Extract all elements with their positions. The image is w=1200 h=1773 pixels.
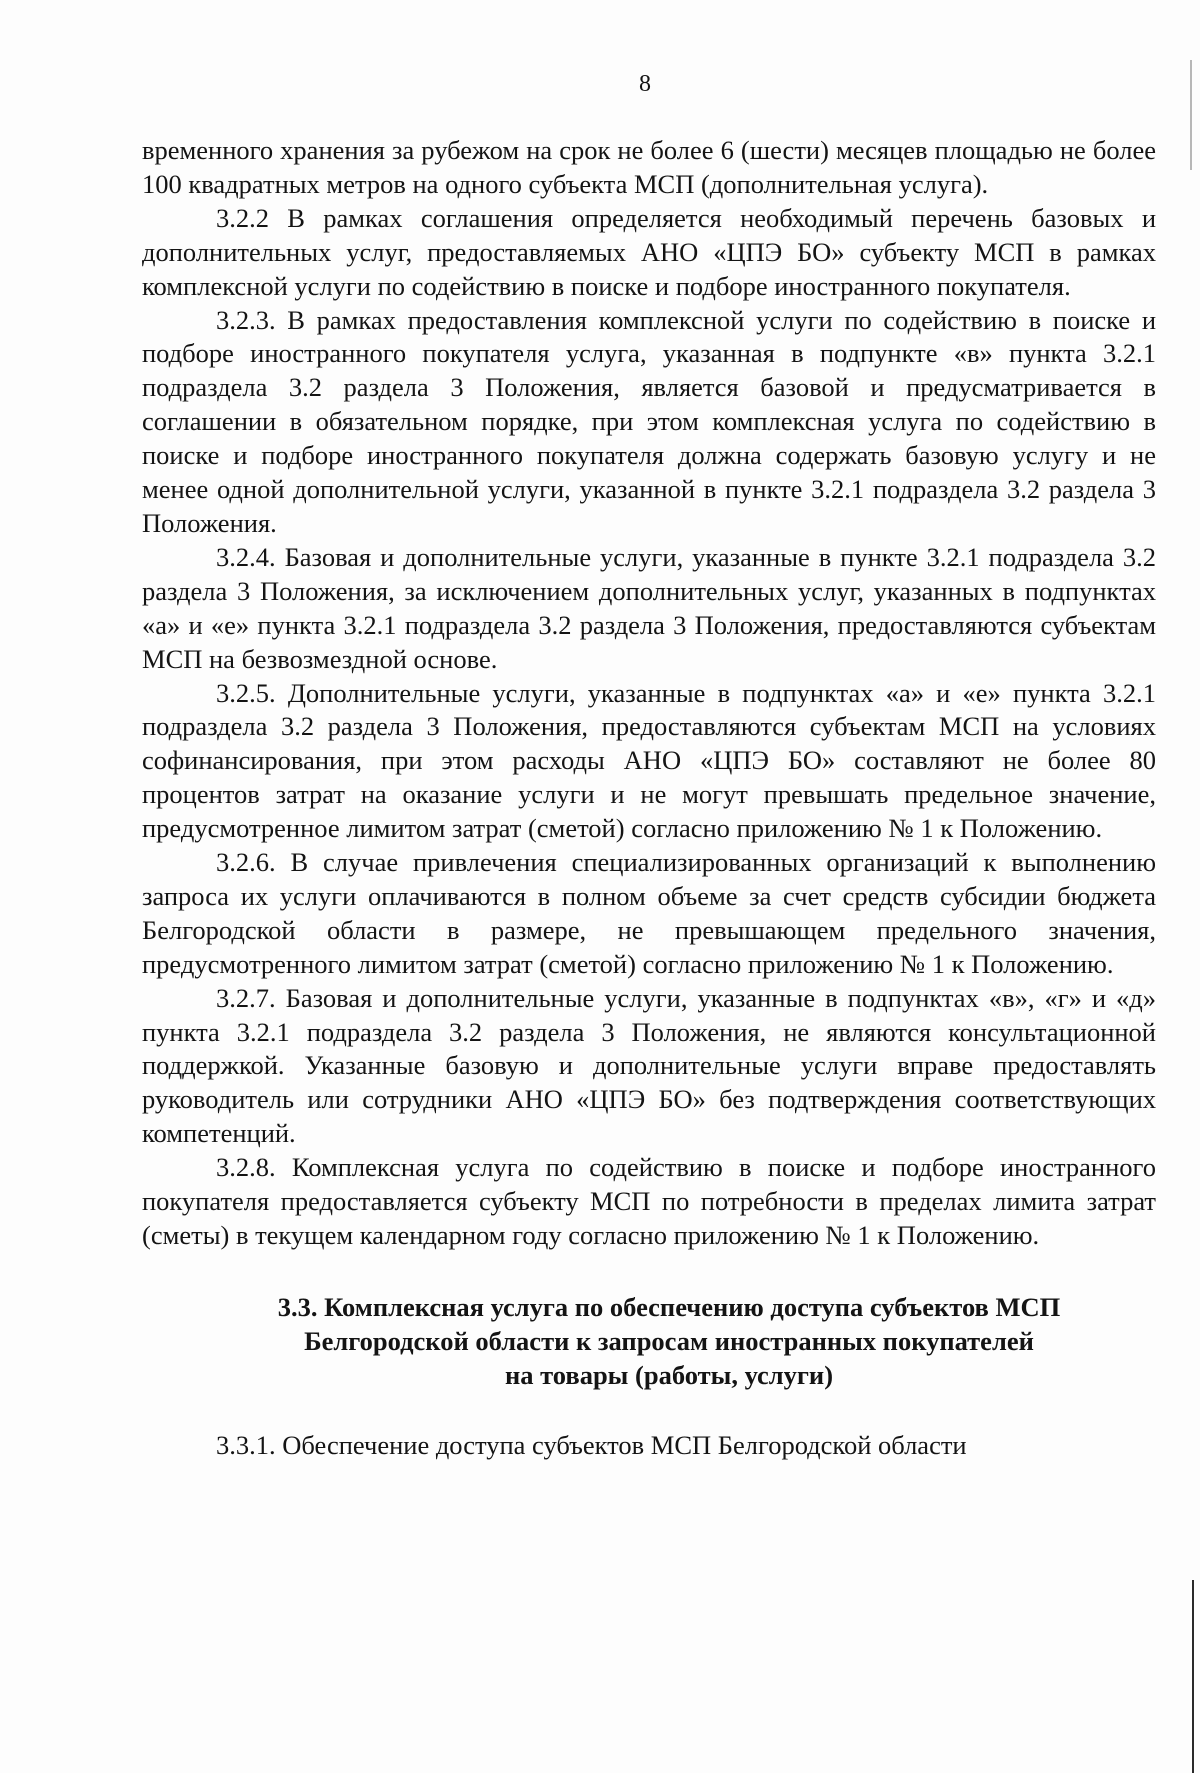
document-body <box>142 134 1156 1463</box>
section-heading-line: Белгородской области к запросам иностранных покупателей <box>304 1325 1034 1356</box>
paragraph-3-2-5: 3.2.5. Дополнительные услуги, указанные в подпунктах «а» и «е» пункта 3.2.1 подраздела 3.2 раздела 3 Положения, предоставляются субъектам МСП на условиях софинансирования, при этом расходы АНО «ЦПЭ БО» составляют не более 80 процентов затрат на оказание услуги и не могут превышать предельное значение, предусмотренное лимитом затрат (сметой) согласно приложению № 1 к Положению. <box>142 677 1156 844</box>
paragraph-3-2-8: 3.2.8. Комплексная услуга по содействию в поиске и подборе иностранного покупателя предоставляется субъекту МСП по потребности в пределах лимита затрат (сметы) в текущем календарном году согласно приложению № 1 к Положению. <box>142 1152 1156 1250</box>
paragraph-3-2-6: 3.2.6. В случае привлечения специализированных организаций к выполнению запроса их услуги оплачиваются в полном объеме за счет средств субсидии бюджета Белгородской области в размере, не превышающем предельного значения, предусмотренного лимитом затрат (сметой) согласно приложению № 1 к Положению. <box>142 847 1156 979</box>
paragraph-continuation: временного хранения за рубежом на срок не более 6 (шести) месяцев площадью не более 100 квадратных метров на одного субъекта МСП (дополнительная услуга). <box>142 135 1156 199</box>
section-heading-line: 3.3. Комплексная услуга по обеспечению доступа субъектов МСП <box>277 1291 1061 1322</box>
section-heading-line: на товары (работы, услуги) <box>504 1359 834 1390</box>
paragraph-3-3-1: 3.3.1. Обеспечение доступа субъектов МСП Белгородской области <box>216 1429 967 1460</box>
paragraph-3-2-7: 3.2.7. Базовая и дополнительные услуги, указанные в подпунктах «в», «г» и «д» пункта 3.2.1 подраздела 3.2 раздела 3 Положения, не являются консультационной поддержкой. Указанные базовую и дополнительные услуги вправе предоставлять руководитель или сотрудники АНО «ЦПЭ БО» без подтверждения соответствующих компетенций. <box>142 982 1156 1149</box>
paragraph-3-2-2: 3.2.2 В рамках соглашения определяется необходимый перечень базовых и дополнительных услуг, предоставляемых АНО «ЦПЭ БО» субъекту МСП в рамках комплексной услуги по содействию в поиске и подборе иностранного покупателя. <box>142 202 1156 301</box>
page-number: 8 <box>639 71 651 97</box>
section-heading-3-3 <box>142 1291 1156 1393</box>
paragraph-3-2-4: 3.2.4. Базовая и дополнительные услуги, указанные в пункте 3.2.1 подраздела 3.2 раздела 3 Положения, за исключением дополнительных услуг, указанных в подпунктах «а» и «е» пункта 3.2.1 подраздела 3.2 раздела 3 Положения, предоставляются субъектам МСП на безвозмездной основе. <box>142 541 1156 674</box>
scan-edge-mark <box>1192 1580 1194 1773</box>
paragraph-3-2-3: 3.2.3. В рамках предоставления комплексной услуги по содействию в поиске и подборе иностранного покупателя услуга, указанная в подпункте «в» пункта 3.2.1 подраздела 3.2 раздела 3 Положения, является базовой и предусматривается в соглашении в обязательном порядке, при этом комплексная услуга по содействию в поиске и подборе иностранного покупателя должна содержать базовую услугу и не менее одной дополнительной услуги, указанной в пункте 3.2.1 подраздела 3.2 раздела 3 Положения. <box>142 304 1156 538</box>
